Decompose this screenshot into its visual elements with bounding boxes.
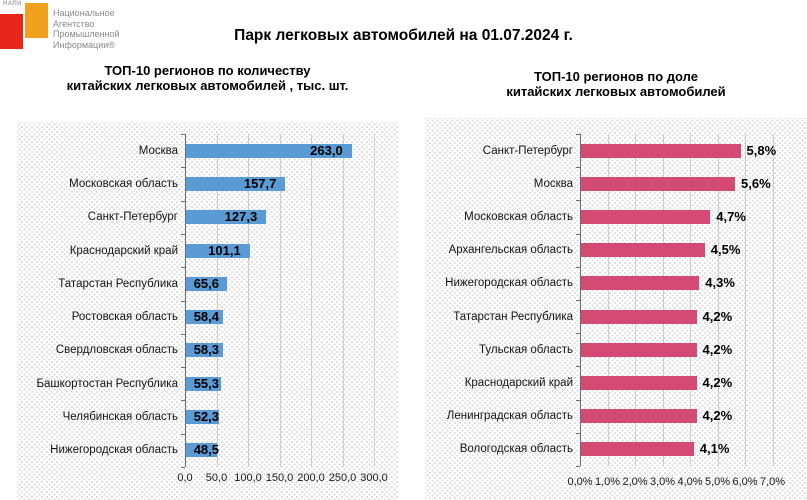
page-title: Парк легковых автомобилей на 01.07.2024 г. <box>234 27 573 44</box>
logo-acronym-text: НАПИ <box>3 1 22 7</box>
axis-tick-mark <box>576 333 580 334</box>
axis-tick-mark <box>576 400 580 401</box>
axis-tick-mark <box>181 301 185 302</box>
x-axis-tick-label: 250,0 <box>328 472 357 484</box>
value-label: 52,3 <box>193 409 219 424</box>
category-label: Ленинградская область <box>446 410 573 422</box>
value-label: 4,2% <box>702 309 733 324</box>
logo-name-line: Агентство <box>53 18 95 29</box>
bar <box>581 144 741 158</box>
bar <box>581 442 694 456</box>
logo-name-line: Информации® <box>53 39 115 50</box>
axis-tick-mark <box>576 200 580 201</box>
x-axis-tick-label: 5,0% <box>704 476 731 488</box>
left-chart-title-line: китайских легковых автомобилей , тыс. шт. <box>66 78 349 93</box>
x-axis-tick-label: 6,0% <box>732 476 758 488</box>
axis-tick-mark <box>181 234 185 235</box>
category-label: Москва <box>138 145 178 157</box>
axis-tick-mark <box>181 167 185 168</box>
gridline <box>343 134 344 467</box>
category-label: Свердловская область <box>55 344 178 356</box>
category-label: Архангельская область <box>448 244 573 256</box>
x-axis-tick-label: 150,0 <box>265 472 294 484</box>
x-axis-tick-label: 7,0% <box>759 476 786 488</box>
x-axis-tick-label: 2,0% <box>622 476 648 488</box>
axis-tick-mark <box>576 267 580 268</box>
gridline <box>374 134 375 467</box>
value-label: 101,1 <box>208 243 241 258</box>
value-label: 4,3% <box>705 275 735 290</box>
gridline <box>311 134 312 467</box>
x-axis-tick-label: 100,0 <box>234 472 262 484</box>
category-label: Санкт-Петербург <box>482 145 573 157</box>
value-label: 55,3 <box>193 376 219 391</box>
bar <box>581 210 710 224</box>
value-label: 58,4 <box>193 309 219 324</box>
axis-tick-mark <box>576 366 580 367</box>
value-label: 58,3 <box>193 342 219 357</box>
category-label: Санкт-Петербург <box>87 211 178 223</box>
bar <box>581 409 697 423</box>
value-label: 4,2% <box>702 375 733 390</box>
value-label: 4,5% <box>710 242 741 257</box>
axis-tick-mark <box>576 433 580 434</box>
right-chart-title-line: ТОП-10 регионов по доле <box>534 69 698 84</box>
logo-name-line: Промышленной <box>53 29 120 39</box>
axis-tick-mark <box>181 367 185 368</box>
right-chart-title-line: китайских легковых автомобилей <box>506 84 726 99</box>
axis-tick-mark <box>181 267 185 268</box>
x-axis-tick-label: 1,0% <box>594 476 621 488</box>
category-label: Вологодская область <box>459 443 573 455</box>
x-axis-tick-label: 0,0% <box>567 476 593 488</box>
category-label: Краснодарский край <box>464 377 573 389</box>
category-label: Нижегородская область <box>50 444 178 456</box>
value-label: 5,6% <box>741 176 771 191</box>
value-label: 157,7 <box>243 176 277 191</box>
value-label: 127,3 <box>224 209 258 224</box>
value-label: 5,8% <box>746 143 777 158</box>
axis-tick-mark <box>576 466 580 467</box>
chart-count-regions <box>17 122 398 500</box>
bar <box>581 343 697 357</box>
axis-tick-mark <box>576 234 580 235</box>
bar <box>581 177 735 191</box>
category-label: Краснодарский край <box>69 245 178 257</box>
category-label: Тульская область <box>478 344 573 356</box>
bar <box>581 376 697 390</box>
axis-tick-mark <box>181 467 185 468</box>
axis-tick-mark <box>181 201 185 202</box>
bar <box>581 243 705 257</box>
value-label: 65,6 <box>193 276 219 291</box>
category-label: Татарстан Республика <box>453 311 573 323</box>
value-label: 4,2% <box>702 408 733 423</box>
axis-tick-mark <box>181 134 185 135</box>
axis-tick-mark <box>181 434 185 435</box>
axis-tick-mark <box>576 134 580 135</box>
logo-name-line: Национальное <box>53 8 115 18</box>
category-label: Московская область <box>69 178 178 190</box>
right-chart-title <box>425 69 807 99</box>
x-axis-tick-label: 4,0% <box>677 476 703 488</box>
category-label: Татарстан Республика <box>58 278 178 290</box>
value-label: 48,5 <box>193 442 219 457</box>
value-label: 4,7% <box>716 209 746 224</box>
x-axis-tick-label: 200,0 <box>297 472 325 484</box>
x-axis-tick-label: 3,0% <box>649 476 676 488</box>
category-label: Ростовская область <box>71 311 178 323</box>
category-label: Нижегородская область <box>445 277 573 289</box>
left-chart-title-line: ТОП-10 регионов по количеству <box>104 63 311 78</box>
value-label: 4,1% <box>699 441 730 456</box>
value-label: 4,2% <box>702 342 733 357</box>
bar <box>581 276 699 290</box>
axis-tick-mark <box>576 167 580 168</box>
axis-tick-mark <box>181 400 185 401</box>
value-label: 263,0 <box>310 143 343 158</box>
category-label: Московская область <box>464 211 573 223</box>
category-label: Челябинская область <box>62 411 178 423</box>
left-chart-title <box>17 63 398 93</box>
x-axis-tick-label: 300,0 <box>360 472 388 484</box>
axis-tick-mark <box>576 300 580 301</box>
chart-share-regions <box>425 118 807 500</box>
x-axis-tick-label: 0,0 <box>177 472 193 484</box>
axis-tick-mark <box>181 334 185 335</box>
category-label: Москва <box>533 178 573 190</box>
bar <box>581 310 697 324</box>
x-axis-tick-label: 50,0 <box>205 472 228 484</box>
category-label: Башкортостан Республика <box>36 378 178 390</box>
